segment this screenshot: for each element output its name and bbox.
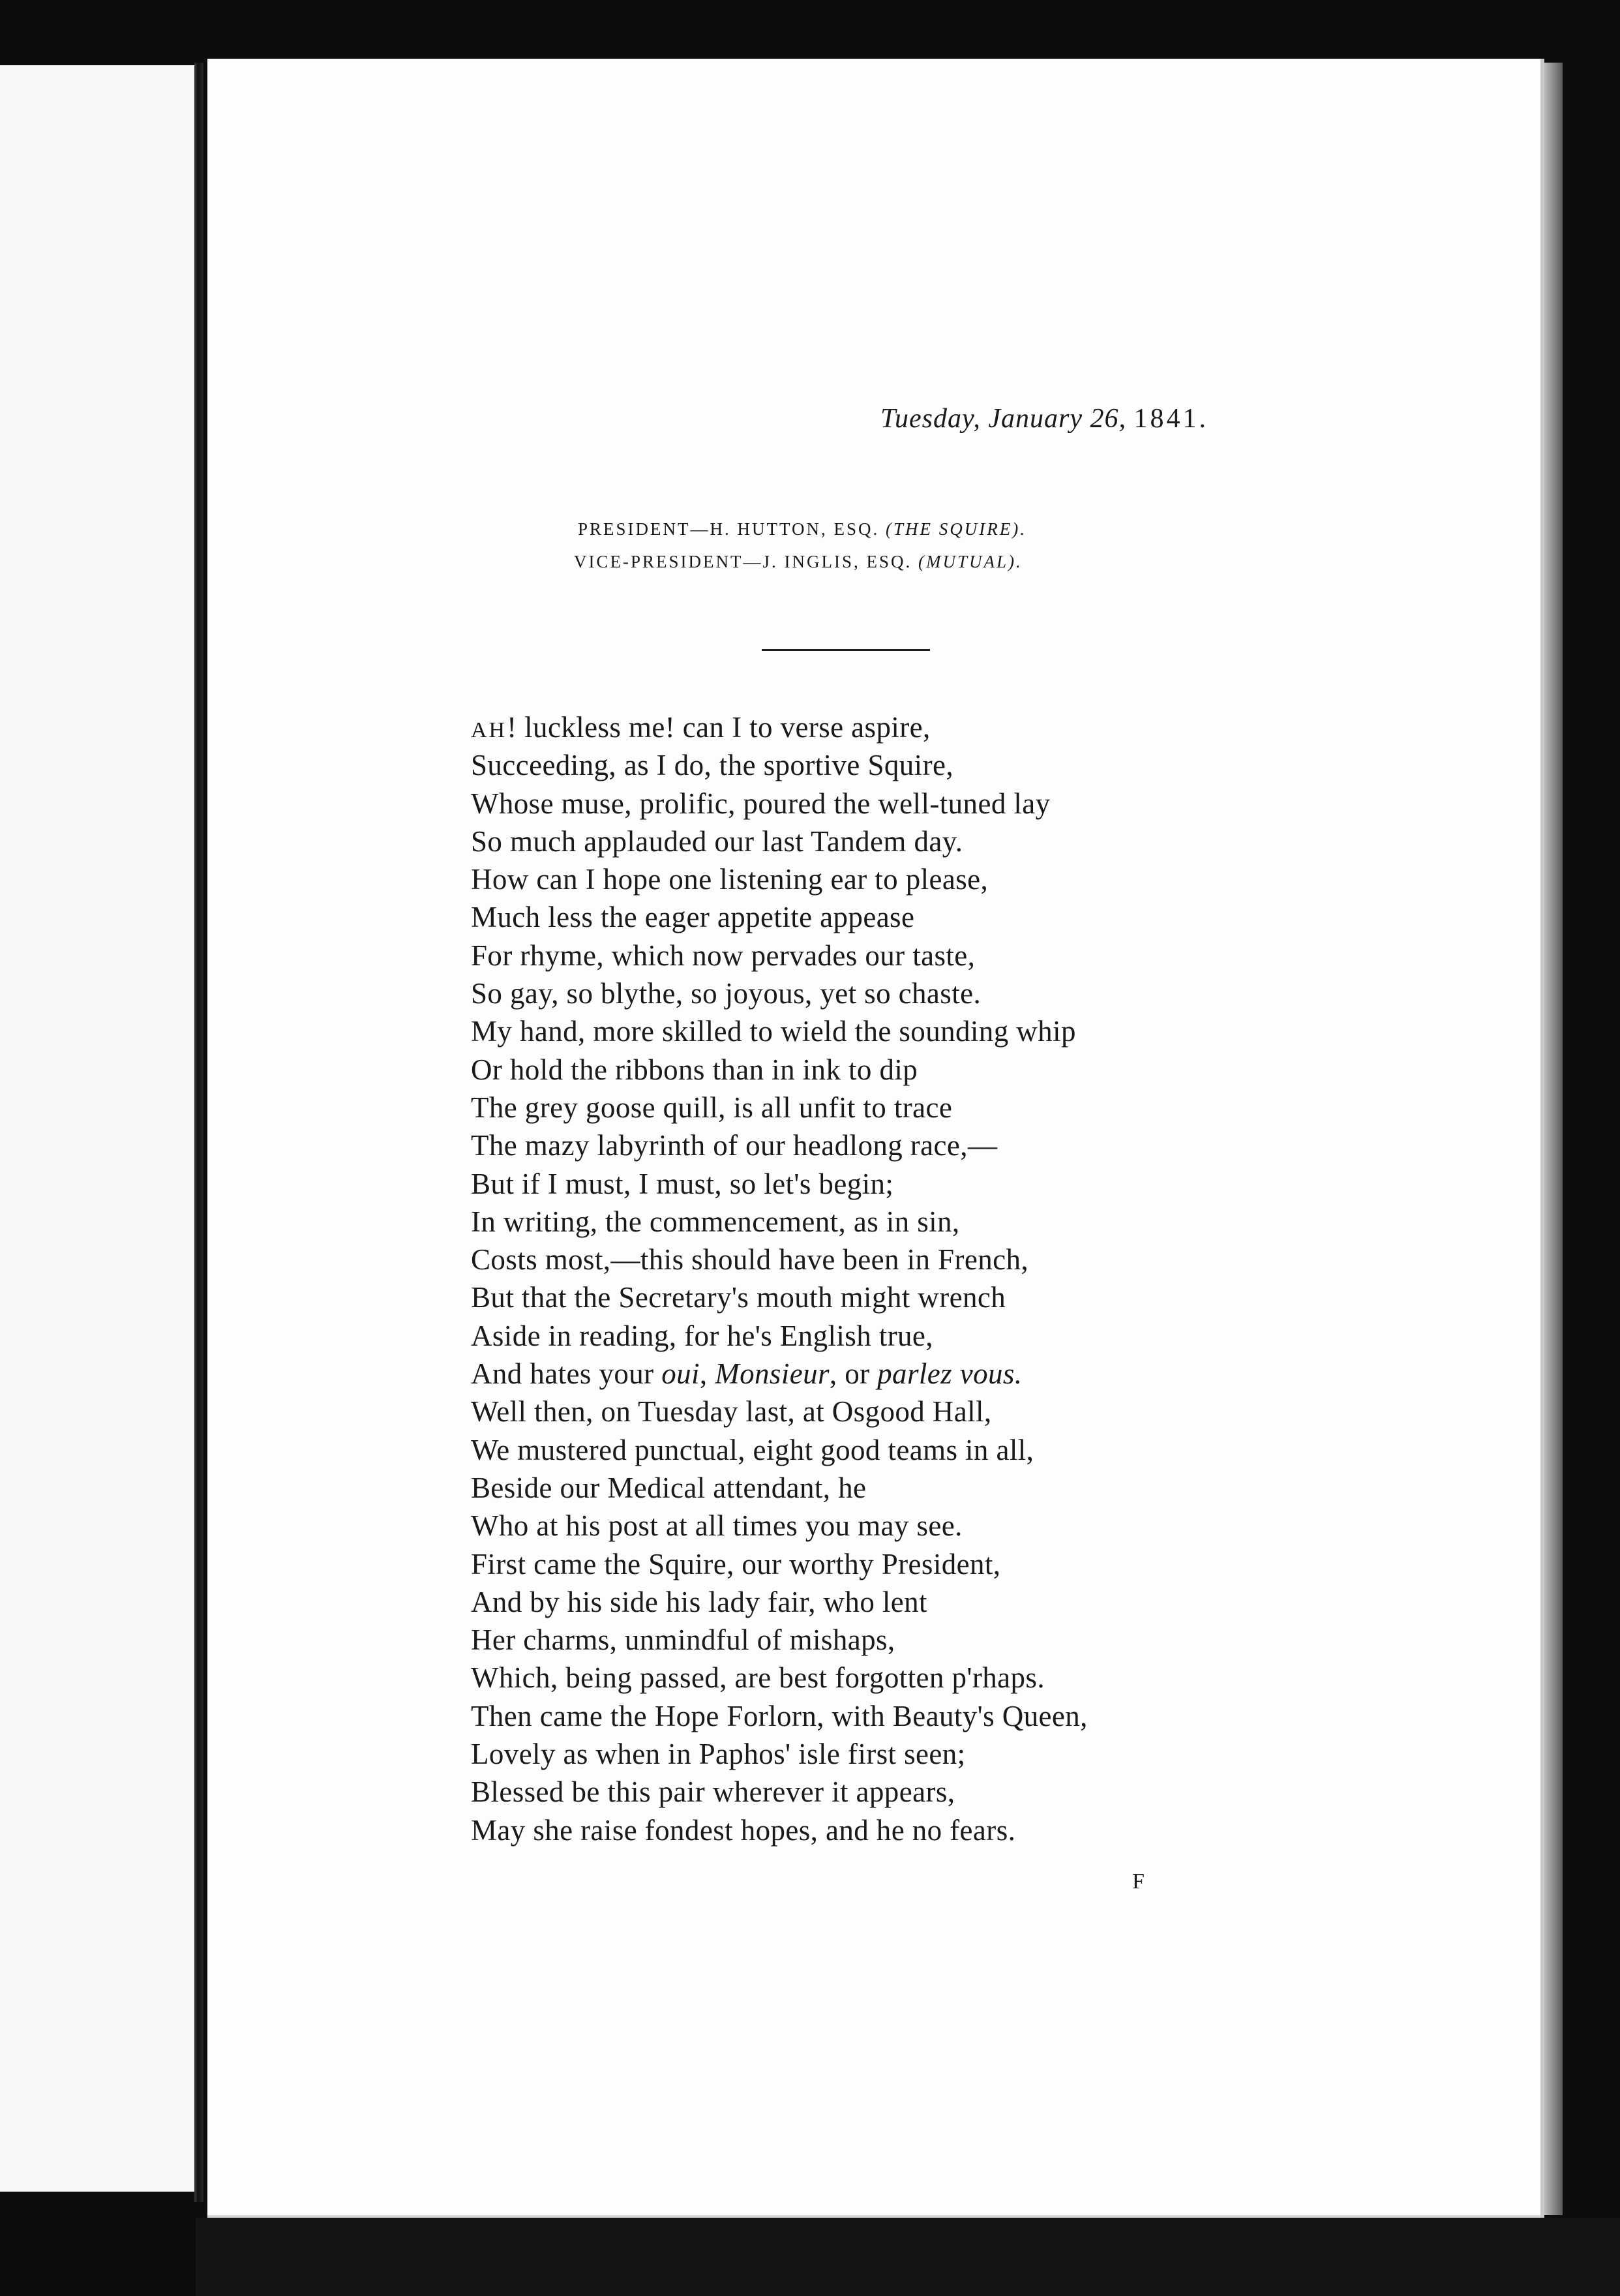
poem-line: My hand, more skilled to wield the sounding whip <box>471 1015 1076 1048</box>
section-divider <box>762 649 930 651</box>
poem-line: Which, being passed, are best forgotten p'rhaps. <box>471 1661 1045 1695</box>
scan-bottom-border <box>196 2218 1620 2296</box>
poem-line-text: ! luckless me! can I to verse aspire, <box>507 711 931 744</box>
poem-line: So much applauded our last Tandem day. <box>471 824 963 858</box>
poem-line: Aside in reading, for he's English true, <box>471 1319 933 1352</box>
poem-line: Her charms, unmindful of mishaps, <box>471 1624 895 1657</box>
poem-line <box>471 708 1253 746</box>
president-role: PRESIDENT—H. HUTTON, ESQ. <box>578 519 886 539</box>
poem-line: Then came the Hope Forlorn, with Beauty's Queen, <box>471 1699 1088 1732</box>
poem-line-text: , or <box>829 1357 878 1391</box>
poem-line: For rhyme, which now pervades our taste, <box>471 939 976 972</box>
signature-mark: F <box>1132 1869 1146 1894</box>
poem-line: And by his side his lady fair, who lent <box>471 1585 927 1618</box>
poem-line: Whose muse, prolific, poured the well-tuned lay <box>471 787 1051 820</box>
poem-line: Or hold the ribbons than in ink to dip <box>471 1053 918 1086</box>
french-word-oui: oui <box>661 1357 700 1391</box>
date-year: 1841. <box>1133 404 1208 434</box>
poem-line-text: , <box>699 1357 715 1391</box>
poem-line: The grey goose quill, is all unfit to trace <box>471 1091 953 1124</box>
president-line <box>574 513 1148 545</box>
poem <box>471 708 1253 1849</box>
poem-line: Costs most,—this should have been in French, <box>471 1243 1029 1276</box>
poem-line: The mazy labyrinth of our headlong race,— <box>471 1129 998 1162</box>
president-alias: (THE SQUIRE). <box>886 519 1027 539</box>
poem-line: So gay, so blythe, so joyous, yet so chaste. <box>471 977 982 1010</box>
poem-line: How can I hope one listening ear to please, <box>471 863 989 896</box>
vice-president-line <box>574 545 1148 578</box>
poem-line: In writing, the commencement, as in sin, <box>471 1205 960 1238</box>
french-phrase-parlez-vous: parlez vous. <box>877 1357 1023 1391</box>
poem-line: First came the Squire, our worthy President, <box>471 1547 1001 1580</box>
poem-line-text: And hates your <box>471 1357 662 1391</box>
poem-line: Beside our Medical attendant, he <box>471 1471 867 1504</box>
officers-block <box>574 513 1148 578</box>
date-text: Tuesday, January 26, <box>880 404 1134 434</box>
poem-line: Lovely as when in Paphos' isle first seen; <box>471 1738 966 1771</box>
date-heading <box>880 403 1337 434</box>
poem-line: Much less the eager appetite appease <box>471 901 915 934</box>
page-edge <box>1544 63 1563 2215</box>
poem-line: Blessed be this pair wherever it appears, <box>471 1775 955 1809</box>
vice-president-alias: (MUTUAL). <box>918 552 1023 571</box>
facing-page <box>0 65 199 2192</box>
vice-president-role: VICE-PRESIDENT—J. INGLIS, ESQ. <box>574 552 918 571</box>
book-gutter <box>194 63 203 2202</box>
poem-line: We mustered punctual, eight good teams in all, <box>471 1433 1034 1466</box>
poem-line: Well then, on Tuesday last, at Osgood Hall, <box>471 1395 992 1428</box>
poem-line: But that the Secretary's mouth might wrench <box>471 1281 1006 1314</box>
poem-line <box>471 1355 1253 1393</box>
poem-line: May she raise fondest hopes, and he no fears. <box>471 1813 1016 1847</box>
poem-initial: AH <box>471 718 507 742</box>
poem-line: Succeeding, as I do, the sportive Squire, <box>471 749 953 782</box>
poem-line: Who at his post at all times you may see. <box>471 1509 963 1543</box>
french-word-monsieur: Monsieur <box>715 1357 830 1391</box>
poem-line: But if I must, I must, so let's begin; <box>471 1167 894 1200</box>
